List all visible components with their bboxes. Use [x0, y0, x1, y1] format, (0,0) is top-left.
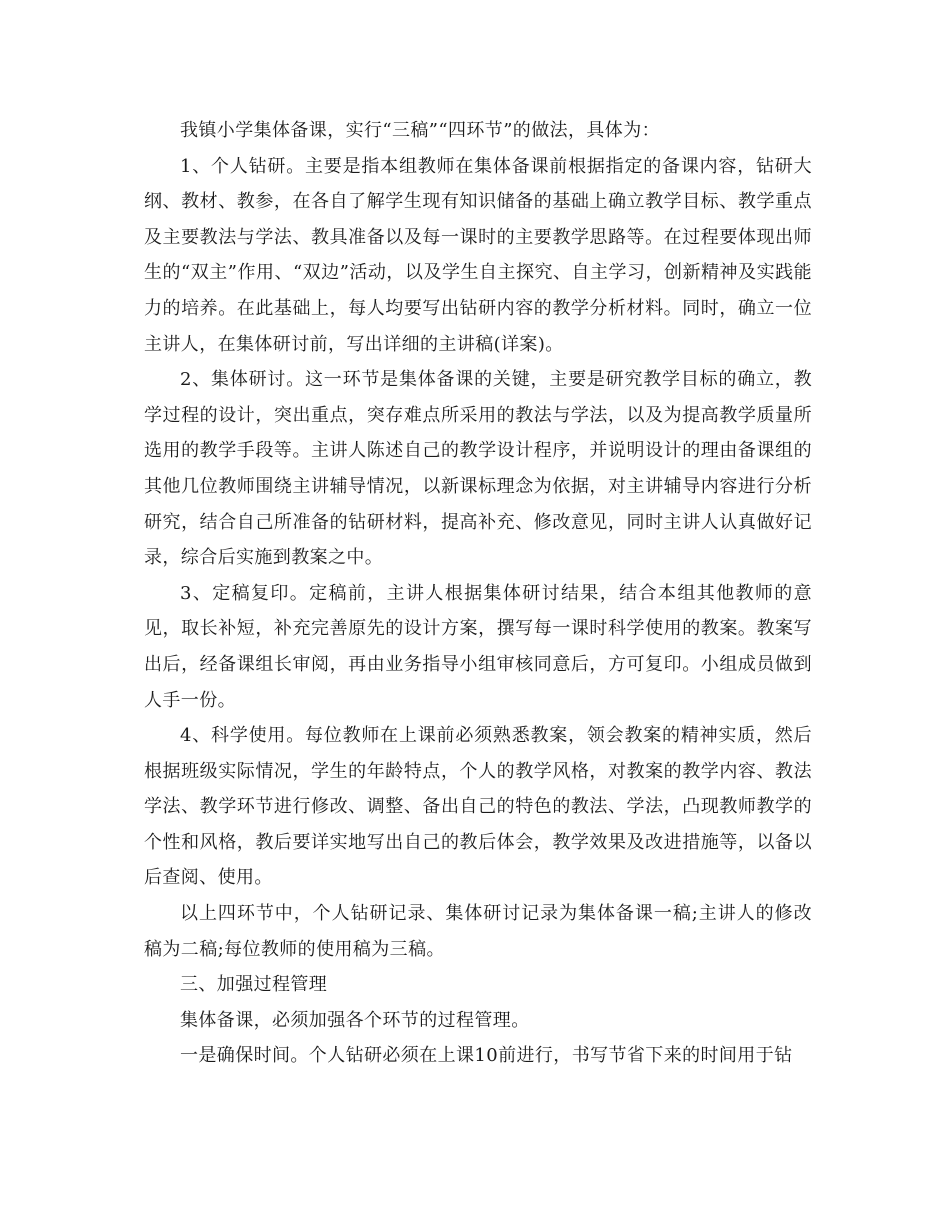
section-intro-paragraph: 集体备课，必须加强各个环节的过程管理。: [180, 1009, 530, 1031]
section-heading: 三、加强过程管理: [180, 974, 328, 996]
summary-paragraph: 以上四环节中，个人钻研记录、集体研讨记录为集体备课一稿;主讲人的修改稿为二稿;每位教师的使用稿为三稿。: [144, 903, 812, 960]
intro-paragraph: 我镇小学集体备课，实行“三稿”“四环节”的做法，具体为：: [180, 120, 661, 141]
step-2-paragraph: 2、集体研讨。这一环节是集体备课的关键，主要是研究教学目标的确立，教学过程的设计，突出重点，突存难点所采用的教法与学法，以及为提高教学质量所选用的教学手段等。主讲人陈述自己的教学设计程序，并说明设计的理由备课组的其他几位教师围绕主讲辅导情况，以新课标理念为依据，对主讲辅导内容进行分析研究，结合自己所准备的钻研材料，提高补充、修改意见，同时主讲人认真做好记录，综合后实施到教案之中。: [144, 369, 812, 569]
document-body: [144, 113, 812, 1074]
step-4-paragraph: 4、科学使用。每位教师在上课前必须熟悉教案，领会教案的精神实质，然后根据班级实际情况，学生的年龄特点，个人的教学风格，对教案的教学内容、教法学法、教学环节进行修改、调整、备出自己的特色的教法、学法，凸现教师教学的个性和风格，教后要详实地写出自己的教后体会，教学效果及改进措施等，以备以后查阅、使用。: [144, 725, 812, 889]
step-3-paragraph: 3、定稿复印。定稿前，主讲人根据集体研讨结果，结合本组其他教师的意见，取长补短，补充完善原先的设计方案，撰写每一课时科学使用的教案。教案写出后，经备课组长审阅，再由业务指导小组审核同意后，方可复印。小组成员做到人手一份。: [144, 582, 812, 711]
step-1-paragraph: 1、个人钻研。主要是指本组教师在集体备课前根据指定的备课内容，钻研大纲、教材、教参，在各自了解学生现有知识储备的基础上确立教学目标、教学重点及主要教法与学法、教具准备以及每一课时的主要教学思路等。在过程要体现出师生的“双主”作用、“双边”活动，以及学生自主探究、自主学习，创新精神及实践能力的培养。在此基础上，每人均要写出钻研内容的教学分析材料。同时，确立一位主讲人，在集体研讨前，写出详细的主讲稿(详案)。: [144, 155, 812, 355]
point-1-paragraph: 一是确保时间。个人钻研必须在上课10前进行，书写节省下来的时间用于钻: [180, 1045, 793, 1067]
